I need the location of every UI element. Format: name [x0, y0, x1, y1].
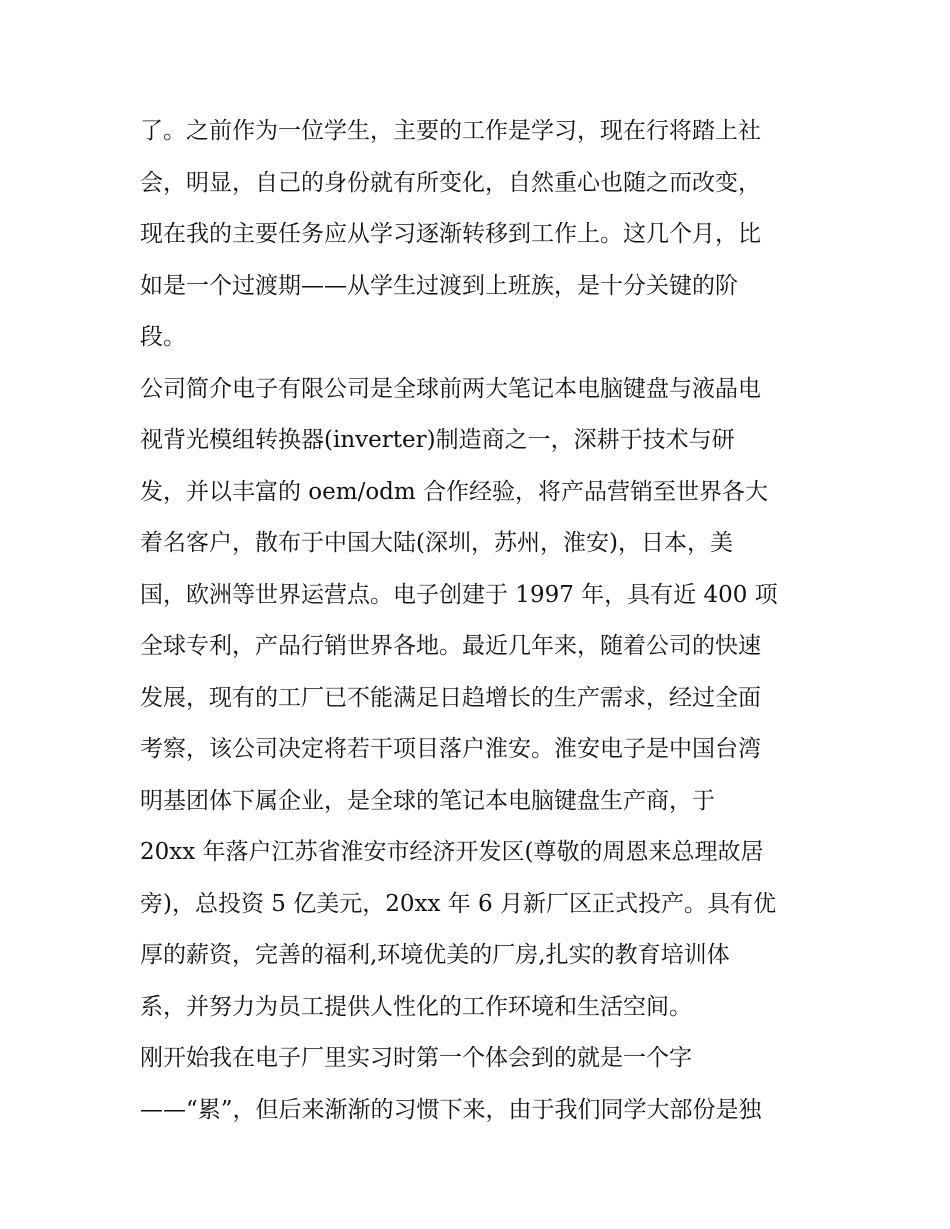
text-line: 刚开始我在电子厂里实习时第一个体会到的就是一个字	[140, 1045, 692, 1071]
body-text	[140, 106, 820, 1136]
text-line: 考察，该公司决定将若干项目落户淮安。淮安电子是中国台湾	[140, 736, 761, 762]
text-line: 着名客户，散布于中国大陆(深圳，苏州，淮安)，日本，美	[140, 530, 733, 556]
text-line: ——“累”，但后来渐渐的习惯下来，由于我们同学大部份是独	[140, 1096, 762, 1123]
text-line: 会，明显，自己的身份就有所变化，自然重心也随之而改变，	[140, 169, 761, 196]
text-line: 国，欧洲等世界运营点。电子创建于 1997 年，具有近 400 项	[140, 581, 778, 608]
text-line: 段。	[140, 324, 186, 350]
text-line: 如是一个过渡期——从学生过渡到上班族，是十分关键的阶	[140, 272, 738, 299]
text-line: 系，并努力为员工提供人性化的工作环境和生活空间。	[140, 993, 692, 1020]
text-line: 公司简介电子有限公司是全球前两大笔记本电脑键盘与液晶电	[140, 375, 761, 402]
text-line: 发展，现有的工厂已不能满足日趋增长的生产需求，经过全面	[140, 684, 761, 711]
text-line: 现在我的主要任务应从学习逐渐转移到工作上。这几个月，比	[140, 221, 761, 247]
text-line: 视背光模组转换器(inverter)制造商之一，深耕于技术与研	[140, 427, 735, 453]
text-line: 发，并以丰富的 oem/odm 合作经验，将产品营销至世界各大	[140, 478, 769, 505]
text-line: 20xx 年落户江苏省淮安市经济开发区(尊敬的周恩来总理故居	[140, 839, 764, 865]
text-line: 厚的薪资，完善的福利,环境优美的厂房,扎实的教育培训体	[140, 942, 730, 968]
text-line: 旁)，总投资 5 亿美元，20xx 年 6 月新厂区正式投产。具有优	[140, 890, 777, 917]
text-line: 了。之前作为一位学生，主要的工作是学习，现在行将踏上社	[140, 118, 761, 144]
text-line: 明基团体下属企业，是全球的笔记本电脑键盘生产商，于	[140, 787, 715, 814]
text-line: 全球专利，产品行销世界各地。最近几年来，随着公司的快速	[140, 633, 761, 659]
